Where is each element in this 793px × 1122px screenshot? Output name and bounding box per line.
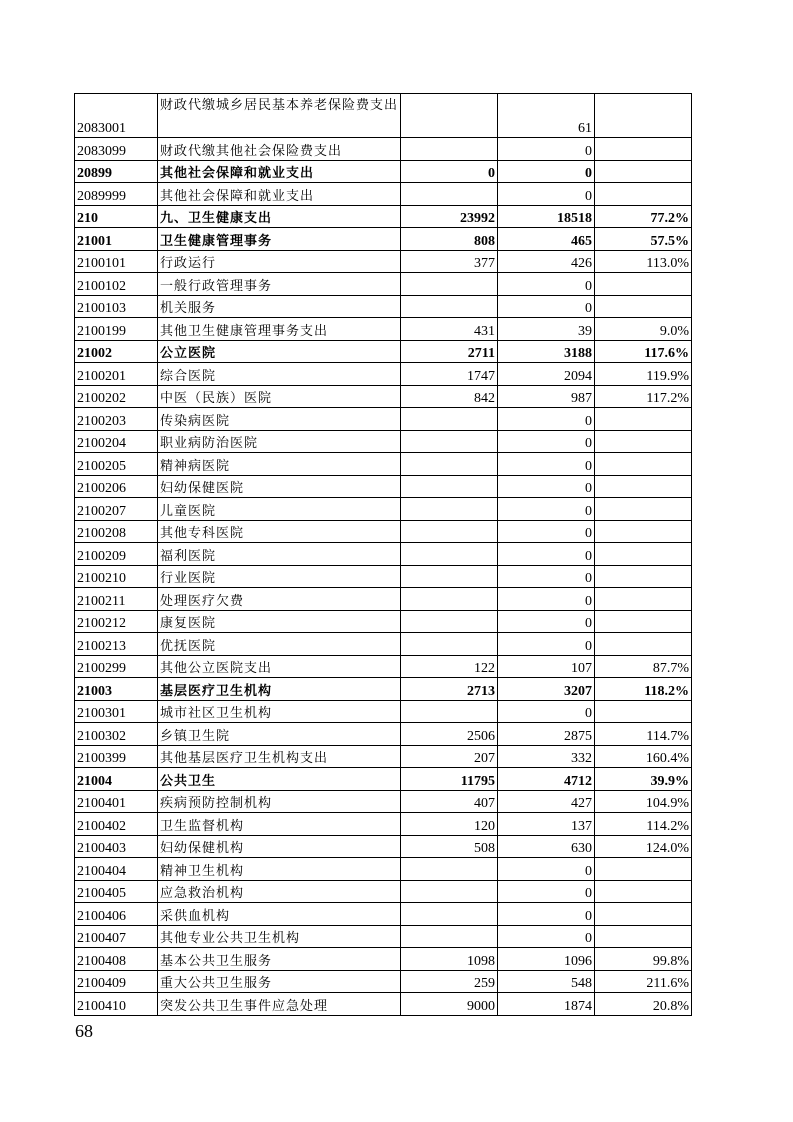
row-actual-value: 0: [498, 610, 595, 633]
row-name: 一般行政管理事务: [158, 273, 401, 296]
row-percent: [595, 408, 692, 431]
row-code: 2100402: [75, 813, 158, 836]
row-code: 2083099: [75, 138, 158, 161]
row-code: 2100209: [75, 543, 158, 566]
row-budget-value: 0: [401, 160, 498, 183]
row-budget-value: [401, 858, 498, 881]
table-row: [75, 520, 692, 543]
row-name: 其他公立医院支出: [158, 655, 401, 678]
row-budget-value: 508: [401, 835, 498, 858]
row-actual-value: 332: [498, 745, 595, 768]
table-row: [75, 183, 692, 206]
row-percent: [595, 588, 692, 611]
row-actual-value: 0: [498, 295, 595, 318]
row-code: 2100410: [75, 993, 158, 1016]
table-row: [75, 993, 692, 1016]
row-percent: 87.7%: [595, 655, 692, 678]
row-percent: 57.5%: [595, 228, 692, 251]
row-actual-value: 4712: [498, 768, 595, 791]
row-actual-value: 0: [498, 430, 595, 453]
row-name: 妇幼保健医院: [158, 475, 401, 498]
row-name: 福利医院: [158, 543, 401, 566]
row-name: 精神病医院: [158, 453, 401, 476]
row-percent: 119.9%: [595, 363, 692, 386]
row-code: 2100204: [75, 430, 158, 453]
row-budget-value: 1747: [401, 363, 498, 386]
row-percent: 113.0%: [595, 250, 692, 273]
row-actual-value: 0: [498, 880, 595, 903]
row-name: 行业医院: [158, 565, 401, 588]
row-actual-value: 987: [498, 385, 595, 408]
row-name: 卫生健康管理事务: [158, 228, 401, 251]
row-name: 公共卫生: [158, 768, 401, 791]
row-budget-value: 842: [401, 385, 498, 408]
row-name: 处理医疗欠费: [158, 588, 401, 611]
row-percent: 104.9%: [595, 790, 692, 813]
row-actual-value: 0: [498, 498, 595, 521]
row-budget-value: [401, 588, 498, 611]
row-code: 2100403: [75, 835, 158, 858]
row-name: 其他专科医院: [158, 520, 401, 543]
row-percent: [595, 543, 692, 566]
row-budget-value: [401, 903, 498, 926]
table-row: [75, 318, 692, 341]
row-code: 2100210: [75, 565, 158, 588]
table-row: [75, 880, 692, 903]
row-name: 疾病预防控制机构: [158, 790, 401, 813]
row-actual-value: 0: [498, 475, 595, 498]
table-row: [75, 745, 692, 768]
table-row: [75, 408, 692, 431]
row-budget-value: [401, 295, 498, 318]
row-budget-value: [401, 610, 498, 633]
row-budget-value: [401, 880, 498, 903]
row-percent: [595, 520, 692, 543]
table-row: [75, 970, 692, 993]
row-percent: [595, 138, 692, 161]
row-code: 2100199: [75, 318, 158, 341]
row-code: 2100203: [75, 408, 158, 431]
table-row: [75, 565, 692, 588]
row-budget-value: 11795: [401, 768, 498, 791]
row-actual-value: 0: [498, 183, 595, 206]
row-actual-value: 1096: [498, 948, 595, 971]
row-code: 21002: [75, 340, 158, 363]
row-name: 应急救治机构: [158, 880, 401, 903]
row-code: 2100399: [75, 745, 158, 768]
row-budget-value: 377: [401, 250, 498, 273]
row-percent: 160.4%: [595, 745, 692, 768]
row-budget-value: [401, 408, 498, 431]
row-name: 传染病医院: [158, 408, 401, 431]
row-name: 财政代缴城乡居民基本养老保险费支出: [158, 94, 401, 138]
row-budget-value: 431: [401, 318, 498, 341]
row-name: 采供血机构: [158, 903, 401, 926]
row-actual-value: 2875: [498, 723, 595, 746]
row-code: 2089999: [75, 183, 158, 206]
row-actual-value: 0: [498, 903, 595, 926]
table-row: [75, 340, 692, 363]
row-budget-value: 259: [401, 970, 498, 993]
row-percent: 118.2%: [595, 678, 692, 701]
row-name: 其他基层医疗卫生机构支出: [158, 745, 401, 768]
row-percent: 20.8%: [595, 993, 692, 1016]
table-row: [75, 250, 692, 273]
row-code: 2100401: [75, 790, 158, 813]
row-code: 2100206: [75, 475, 158, 498]
row-percent: [595, 610, 692, 633]
table-row: [75, 430, 692, 453]
table-row: [75, 948, 692, 971]
row-actual-value: 1874: [498, 993, 595, 1016]
row-name: 儿童医院: [158, 498, 401, 521]
row-code: 2100207: [75, 498, 158, 521]
row-name: 突发公共卫生事件应急处理: [158, 993, 401, 1016]
table-row: [75, 723, 692, 746]
row-percent: 99.8%: [595, 948, 692, 971]
row-actual-value: 548: [498, 970, 595, 993]
row-percent: [595, 160, 692, 183]
row-name: 行政运行: [158, 250, 401, 273]
table-row: [75, 138, 692, 161]
row-name: 乡镇卫生院: [158, 723, 401, 746]
row-budget-value: 2506: [401, 723, 498, 746]
row-name: 公立医院: [158, 340, 401, 363]
row-percent: 39.9%: [595, 768, 692, 791]
row-name: 其他社会保障和就业支出: [158, 160, 401, 183]
row-budget-value: 9000: [401, 993, 498, 1016]
row-code: 2100103: [75, 295, 158, 318]
row-percent: [595, 183, 692, 206]
table-body: [75, 94, 692, 1016]
row-code: 2100301: [75, 700, 158, 723]
row-percent: [595, 565, 692, 588]
row-code: 2083001: [75, 94, 158, 138]
row-percent: [595, 925, 692, 948]
row-actual-value: 0: [498, 925, 595, 948]
row-budget-value: [401, 633, 498, 656]
row-percent: [595, 858, 692, 881]
table-row: [75, 205, 692, 228]
table-row: [75, 700, 692, 723]
row-actual-value: 0: [498, 138, 595, 161]
row-actual-value: 107: [498, 655, 595, 678]
row-code: 2100405: [75, 880, 158, 903]
row-name: 优抚医院: [158, 633, 401, 656]
row-budget-value: [401, 273, 498, 296]
row-actual-value: 0: [498, 408, 595, 431]
row-percent: [595, 633, 692, 656]
row-budget-value: 808: [401, 228, 498, 251]
row-actual-value: 0: [498, 453, 595, 476]
row-budget-value: 2713: [401, 678, 498, 701]
row-name: 其他卫生健康管理事务支出: [158, 318, 401, 341]
table-row: [75, 498, 692, 521]
row-actual-value: 465: [498, 228, 595, 251]
row-budget-value: [401, 543, 498, 566]
row-name: 九、卫生健康支出: [158, 205, 401, 228]
row-code: 2100101: [75, 250, 158, 273]
row-code: 2100211: [75, 588, 158, 611]
row-name: 职业病防治医院: [158, 430, 401, 453]
row-code: 2100408: [75, 948, 158, 971]
row-code: 2100404: [75, 858, 158, 881]
row-code: 2100212: [75, 610, 158, 633]
row-budget-value: 122: [401, 655, 498, 678]
row-budget-value: 1098: [401, 948, 498, 971]
table-row: [75, 385, 692, 408]
row-actual-value: 0: [498, 160, 595, 183]
row-actual-value: 426: [498, 250, 595, 273]
table-row: [75, 228, 692, 251]
row-code: 21001: [75, 228, 158, 251]
row-percent: [595, 453, 692, 476]
row-budget-value: [401, 430, 498, 453]
row-code: 2100205: [75, 453, 158, 476]
row-name: 其他社会保障和就业支出: [158, 183, 401, 206]
row-name: 机关服务: [158, 295, 401, 318]
row-actual-value: 630: [498, 835, 595, 858]
row-actual-value: 137: [498, 813, 595, 836]
table-row: [75, 588, 692, 611]
row-actual-value: 2094: [498, 363, 595, 386]
row-budget-value: [401, 498, 498, 521]
row-percent: [595, 295, 692, 318]
row-budget-value: [401, 475, 498, 498]
table-row: [75, 655, 692, 678]
table-row: [75, 610, 692, 633]
row-name: 城市社区卫生机构: [158, 700, 401, 723]
table-row: [75, 94, 692, 138]
row-actual-value: 18518: [498, 205, 595, 228]
row-code: 2100407: [75, 925, 158, 948]
row-name: 妇幼保健机构: [158, 835, 401, 858]
row-actual-value: 0: [498, 588, 595, 611]
table-row: [75, 273, 692, 296]
row-budget-value: 120: [401, 813, 498, 836]
row-code: 2100406: [75, 903, 158, 926]
row-actual-value: 0: [498, 520, 595, 543]
row-actual-value: 0: [498, 700, 595, 723]
row-code: 21004: [75, 768, 158, 791]
table-row: [75, 453, 692, 476]
row-percent: 114.7%: [595, 723, 692, 746]
row-actual-value: 3188: [498, 340, 595, 363]
table-row: [75, 475, 692, 498]
row-code: 21003: [75, 678, 158, 701]
row-budget-value: [401, 520, 498, 543]
row-percent: 77.2%: [595, 205, 692, 228]
row-percent: 211.6%: [595, 970, 692, 993]
row-budget-value: 23992: [401, 205, 498, 228]
row-percent: [595, 273, 692, 296]
row-code: 210: [75, 205, 158, 228]
row-budget-value: [401, 925, 498, 948]
table-row: [75, 813, 692, 836]
row-actual-value: 3207: [498, 678, 595, 701]
table-row: [75, 633, 692, 656]
row-percent: [595, 880, 692, 903]
row-code: 2100208: [75, 520, 158, 543]
row-percent: [595, 94, 692, 138]
row-code: 2100409: [75, 970, 158, 993]
row-percent: [595, 498, 692, 521]
row-actual-value: 0: [498, 273, 595, 296]
row-name: 康复医院: [158, 610, 401, 633]
row-code: 20899: [75, 160, 158, 183]
table-row: [75, 678, 692, 701]
row-budget-value: [401, 94, 498, 138]
table-row: [75, 363, 692, 386]
row-code: 2100102: [75, 273, 158, 296]
row-budget-value: [401, 138, 498, 161]
row-actual-value: 0: [498, 633, 595, 656]
row-percent: [595, 430, 692, 453]
row-code: 2100202: [75, 385, 158, 408]
row-budget-value: [401, 183, 498, 206]
table-row: [75, 835, 692, 858]
row-budget-value: 207: [401, 745, 498, 768]
row-name: 基层医疗卫生机构: [158, 678, 401, 701]
row-percent: 117.6%: [595, 340, 692, 363]
row-name: 精神卫生机构: [158, 858, 401, 881]
row-code: 2100201: [75, 363, 158, 386]
row-name: 其他专业公共卫生机构: [158, 925, 401, 948]
table-row: [75, 925, 692, 948]
row-name: 综合医院: [158, 363, 401, 386]
row-percent: [595, 903, 692, 926]
row-actual-value: 39: [498, 318, 595, 341]
table-row: [75, 858, 692, 881]
table-row: [75, 160, 692, 183]
budget-table: [74, 93, 692, 1016]
table-row: [75, 790, 692, 813]
row-budget-value: [401, 453, 498, 476]
row-actual-value: 0: [498, 858, 595, 881]
row-name: 卫生监督机构: [158, 813, 401, 836]
row-budget-value: 407: [401, 790, 498, 813]
row-percent: 117.2%: [595, 385, 692, 408]
table-row: [75, 295, 692, 318]
row-budget-value: 2711: [401, 340, 498, 363]
row-name: 基本公共卫生服务: [158, 948, 401, 971]
row-actual-value: 0: [498, 565, 595, 588]
row-percent: 114.2%: [595, 813, 692, 836]
row-actual-value: 0: [498, 543, 595, 566]
row-percent: [595, 475, 692, 498]
row-percent: [595, 700, 692, 723]
row-actual-value: 427: [498, 790, 595, 813]
row-percent: 9.0%: [595, 318, 692, 341]
row-code: 2100302: [75, 723, 158, 746]
row-actual-value: 61: [498, 94, 595, 138]
row-code: 2100213: [75, 633, 158, 656]
row-percent: 124.0%: [595, 835, 692, 858]
row-name: 重大公共卫生服务: [158, 970, 401, 993]
page-number: 68: [75, 1021, 93, 1041]
row-budget-value: [401, 565, 498, 588]
row-budget-value: [401, 700, 498, 723]
row-name: 中医（民族）医院: [158, 385, 401, 408]
table-row: [75, 768, 692, 791]
row-name: 财政代缴其他社会保险费支出: [158, 138, 401, 161]
table-row: [75, 903, 692, 926]
table-row: [75, 543, 692, 566]
row-code: 2100299: [75, 655, 158, 678]
